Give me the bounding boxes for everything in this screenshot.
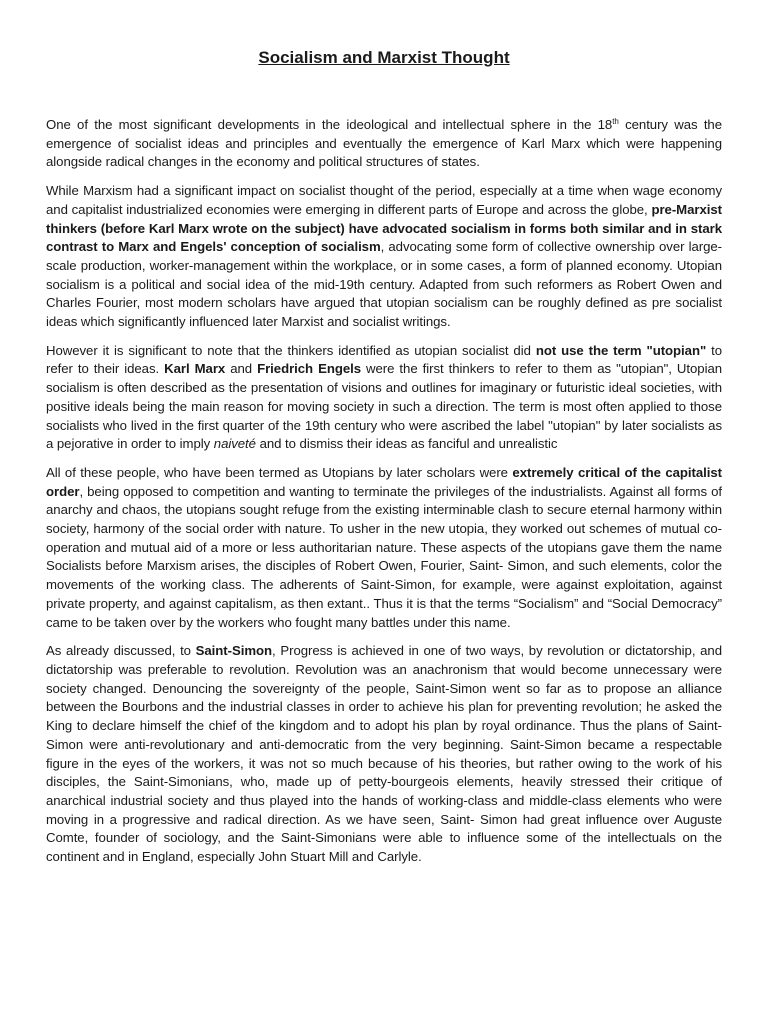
p2-text-a: While Marxism had a significant impact on socialist thought of the period, especially at a time when wage economy and capitalist industrialized economies were emerging in different parts of Europe and across the globe,: [46, 183, 722, 217]
paragraph-pre-marxist: [46, 182, 722, 332]
p3-italic-naivete: naiveté: [213, 436, 256, 452]
p5-text-c: , Progress is achieved in one of two ways, by revolution or dictatorship, and dictatorship was preferable to revolution. Revolution was an anachronism that would become unnecessary were society changed. Denouncing the sovereignty of the people, Saint-Simon went so far as to propose an alliance between the Bourbons and the industrial classes in order to achieve his plan for preventing revolution; he asked the King to declare himself the chief of the kingdom and to adopt his plan by royal ordinance. Thus the plans of Saint-Simon were anti-revolutionary and anti-democratic from the very beginning. Saint-Simon became a respectable figure in the eyes of the workers, it was not so much because of his theories, but rather owing to the work of his disciples, the Saint-Simonians, who, made up of petty-bourgeois elements, heavily stressed their critique of anarchical industrial society and thus played into the hands of working-class and middle-class elements who were moving in a progressive and radical direction. As we have seen, Saint- Simon had great influence over Auguste Comte, founder of sociology, and the Saint-Simonians were able to influence some of the intellectuals on the continent and in England, especially John Stuart Mill and Carlyle.: [46, 643, 722, 865]
p5-text-a: As already discussed, to: [46, 643, 196, 659]
p3-text-g: were the first thinkers to refer to them as "utopian", Utopian socialism is often described as the presentation of visions and outlines for imaginary or futuristic ideal societies, with positive ideals being the main reason for moving society in such a direction. The term is most often applied to those socialists who lived in the first quarter of the 19th century who were ascribed the label "utopian" by later socialists as a pejorative in order to imply: [46, 361, 723, 452]
page-title: Socialism and Marxist Thought: [258, 48, 510, 67]
p1-text-a: One of the most significant developments in the ideological and intellectual sphere in the 18: [46, 117, 613, 132]
paragraph-utopian-term: [46, 342, 722, 454]
p1-text-b: century was the emergence of socialist ideas and principles and eventually the emergence of Karl Marx which were happening alongside radical changes in the economy and political structures of states.: [46, 117, 723, 170]
paragraph-saint-simon: [46, 642, 722, 866]
p4-bold: extremely critical of the capitalist order: [46, 464, 723, 499]
p3-bold-marx: Karl Marx: [164, 361, 226, 377]
p2-bold: pre-Marxist thinkers (before Karl Marx wrote on the subject) have advocated socialism in forms both similar and in stark contrast to Marx and Engels' conception of socialism: [46, 201, 722, 255]
p3-text-c: to refer to their ideas.: [46, 342, 722, 377]
paragraph-utopians-critical: [46, 464, 722, 632]
p3-text-a: However it is significant to note that the thinkers identified as utopian socialist did: [46, 342, 536, 358]
p3-bold-engels: Friedrich Engels: [257, 361, 362, 377]
p5-bold: Saint-Simon: [195, 643, 273, 659]
p1-superscript: th: [612, 117, 619, 126]
paragraph-intro: [46, 116, 722, 172]
p4-text-a: All of these people, who have been termed as Utopians by later scholars were: [46, 464, 513, 480]
p3-text-i: and to dismiss their ideas as fanciful and unrealistic: [255, 436, 558, 452]
p3-bold-utopian: not use the term "utopian": [535, 342, 707, 358]
p2-text-c: , advocating some form of collective ownership over large-scale production, worker-management within the workplace, or in some cases, a form of planned economy. Utopian socialism is a political and social idea of the mid-19th century. Adapted from such reformers as Robert Owen and Charles Fourier, most modern scholars have argued that utopian socialism can be roughly defined as pre socialist ideas which significantly influenced later Marxist and socialist writings.: [46, 239, 722, 330]
p3-text-e: and: [225, 361, 258, 377]
p4-text-c: , being opposed to competition and wanting to terminate the privileges of the industrialists. Against all forms of anarchy and chaos, the utopians sought refuge from the existing interminable clash to secure eternal harmony within society, harmony of the social order with nature. To usher in the new utopia, they worked out schemes of mutual co-operation and mutual aid of a more or less authoritarian nature. These aspects of the utopians gave them the name Socialists before Marxism arises, the disciples of Robert Owen, Fourier, Saint- Simon, and such elements, color the movements of the working class. The adherents of Saint-Simon, for example, were against exploitation, against private property, and against capitalism, as then extant.. Thus it is that the terms “Socialism” and “Social Democracy” came to be taken over by the workers who fought many battles under this name.: [46, 483, 722, 630]
